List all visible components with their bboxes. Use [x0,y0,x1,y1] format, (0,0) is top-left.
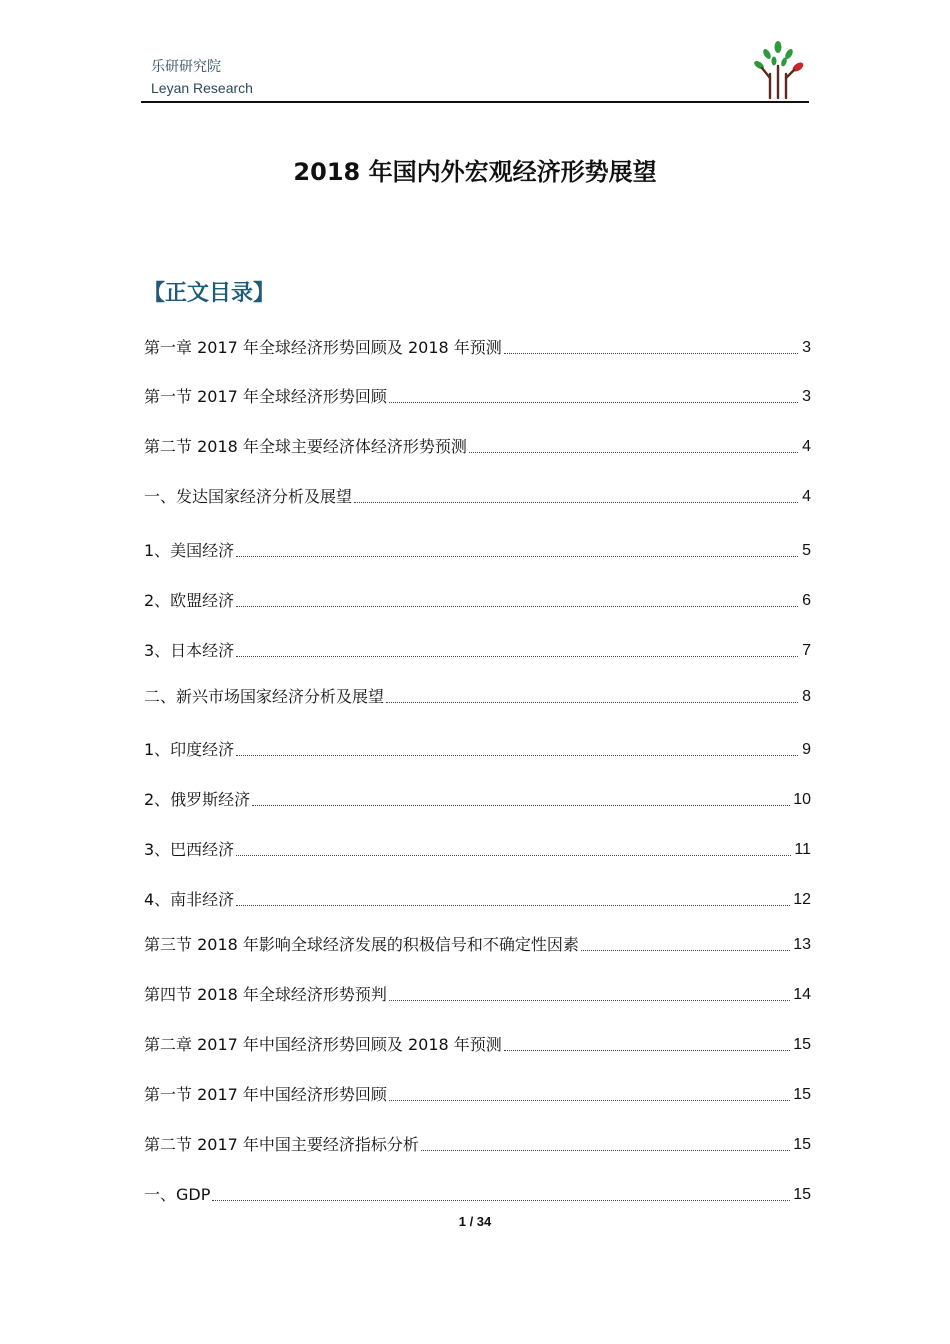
toc-entry[interactable] [144,888,811,910]
toc-entry-page: 10 [793,791,811,808]
toc-leader-dots [212,1200,790,1201]
toc-entry-label: 2、俄罗斯经济 [144,790,251,809]
toc-leader-dots [581,950,790,951]
toc-leader-dots [421,1150,790,1151]
toc-leader-dots [354,502,798,503]
toc-entry-page: 4 [802,438,811,455]
toc-leader-dots [504,1050,790,1051]
toc-entry[interactable] [144,738,811,760]
toc-entry-page: 6 [802,592,811,609]
toc-leader-dots [236,855,791,856]
header-divider [141,101,809,103]
toc-leader-dots [469,452,798,453]
toc-leader-dots [236,905,790,906]
toc-entry-page: 3 [802,339,811,356]
toc-entry-page: 11 [794,841,811,858]
toc-entry[interactable] [144,336,811,358]
toc-entry-label: 4、南非经济 [144,890,235,909]
toc-entry-page: 14 [793,986,811,1003]
toc-entry-label: 第二节 2017 年中国主要经济指标分析 [144,1135,419,1154]
toc-entry-page: 5 [802,542,811,559]
toc-entry[interactable] [144,933,811,955]
toc-entry-page: 4 [802,488,811,505]
toc-entry[interactable] [144,539,811,561]
toc-entry-label: 第三节 2018 年影响全球经济发展的积极信号和不确定性因素 [144,935,579,954]
toc-leader-dots [236,606,798,607]
toc-entry[interactable] [144,1183,811,1205]
toc-leader-dots [252,805,790,806]
toc-entry-page: 9 [802,741,811,758]
toc-entry[interactable] [144,639,811,661]
toc-entry[interactable] [144,435,811,457]
toc-entry[interactable] [144,788,811,810]
toc-leader-dots [389,1000,790,1001]
toc-entry[interactable] [144,385,811,407]
toc-entry-label: 一、发达国家经济分析及展望 [144,487,353,506]
header-org-cn: 乐研研究院 [151,59,221,75]
toc-entry-label: 第四节 2018 年全球经济形势预判 [144,985,387,1004]
toc-leader-dots [236,556,798,557]
toc-entry-page: 15 [793,1186,811,1203]
toc-leader-dots [236,755,798,756]
toc-entry-page: 15 [793,1086,811,1103]
toc-entry-label: 1、印度经济 [144,740,235,759]
toc-entry-page: 15 [793,1136,811,1153]
toc-entry[interactable] [144,1133,811,1155]
toc-entry-label: 1、美国经济 [144,541,235,560]
tree-logo-icon [748,40,808,100]
toc-entry-label: 二、新兴市场国家经济分析及展望 [144,687,385,706]
document-title: 2018 年国内外宏观经济形势展望 [293,158,657,186]
toc-entry-label: 3、巴西经济 [144,840,235,859]
toc-entry-label: 第一章 2017 年全球经济形势回顾及 2018 年预测 [144,338,502,357]
toc-leader-dots [504,353,798,354]
toc-entry[interactable] [144,838,811,860]
toc-entry-label: 第二章 2017 年中国经济形势回顾及 2018 年预测 [144,1035,502,1054]
header-org-en: Leyan Research [151,80,253,96]
toc-entry-page: 7 [802,642,811,659]
toc-entry-label: 第一节 2017 年中国经济形势回顾 [144,1085,387,1104]
toc-entry-label: 第一节 2017 年全球经济形势回顾 [144,387,387,406]
toc-leader-dots [236,656,798,657]
toc-entry-page: 12 [793,891,811,908]
toc-entry[interactable] [144,485,811,507]
page-indicator: 1 / 34 [458,1214,492,1229]
toc-entry-page: 13 [793,936,811,953]
toc-entry-label: 3、日本经济 [144,641,235,660]
toc-entry[interactable] [144,1033,811,1055]
toc-entry[interactable] [144,1083,811,1105]
toc-leader-dots [389,402,798,403]
toc-entry[interactable] [144,983,811,1005]
toc-entry[interactable] [144,589,811,611]
toc-entry-page: 15 [793,1036,811,1053]
toc-entry-label: 2、欧盟经济 [144,591,235,610]
toc-leader-dots [386,702,798,703]
toc-entry[interactable] [144,685,811,707]
toc-entry-label: 第二节 2018 年全球主要经济体经济形势预测 [144,437,467,456]
toc-entry-label: 一、GDP [144,1185,211,1204]
toc-entry-page: 3 [802,388,811,405]
toc-leader-dots [389,1100,790,1101]
toc-entry-page: 8 [802,688,811,705]
toc-heading: 【正文目录】 [143,281,276,306]
